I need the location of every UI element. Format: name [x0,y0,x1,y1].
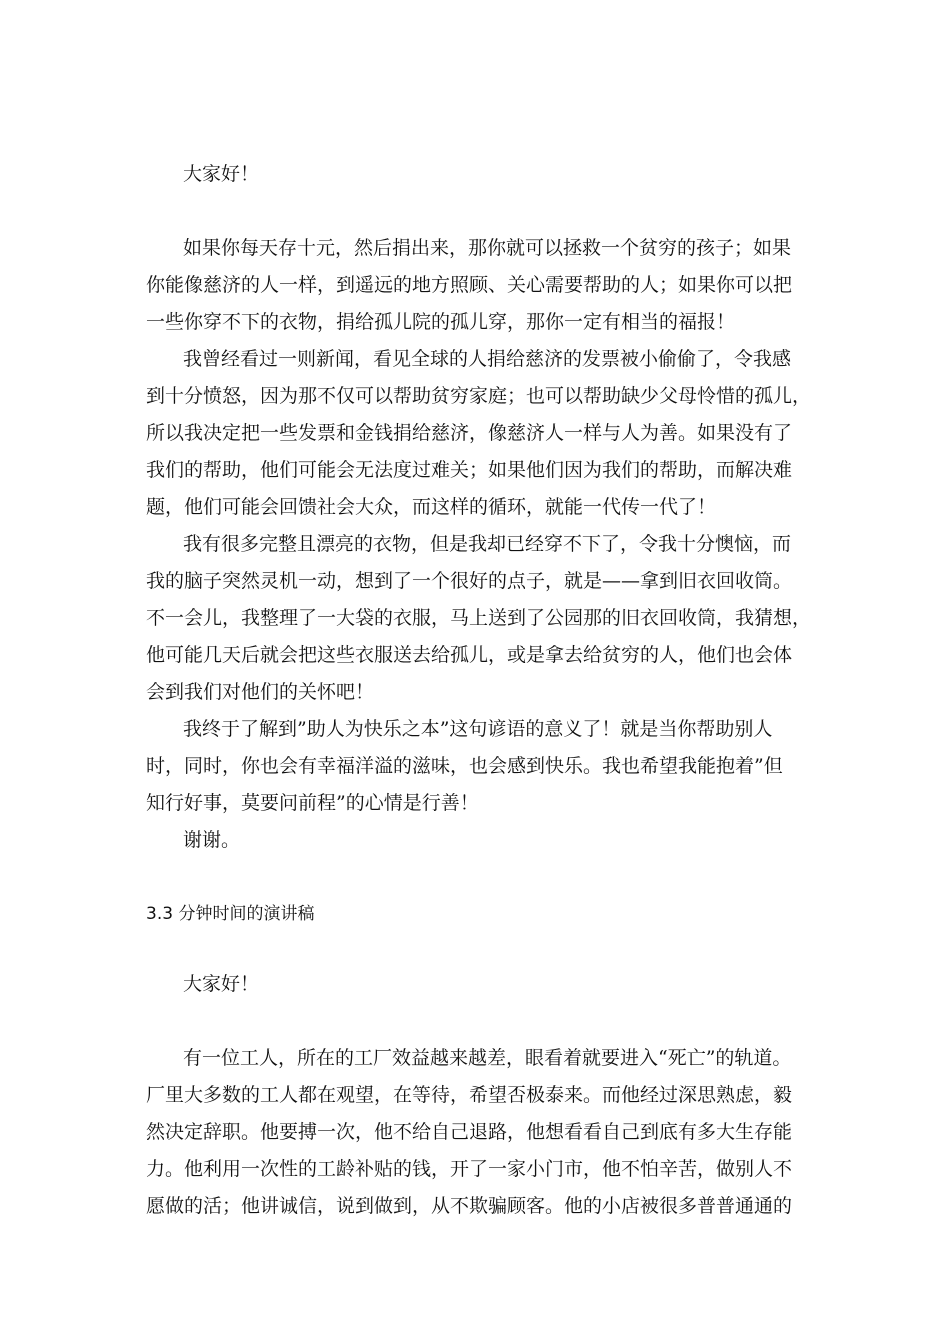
paragraph-line: 一些你穿不下的衣物，捐给孤儿院的孤儿穿，那你一定有相当的福报！ [146,311,736,333]
paragraph-line: 力。他利用一次性的工龄补贴的钱，开了一家小门市，他不怕辛苦，做别人不 [146,1158,793,1180]
paragraph-line: 厂里大多数的工人都在观望，在等待，希望否极泰来。而他经过深思熟虑，毅 [146,1084,793,1106]
paragraph-line: 你能像慈济的人一样，到遥远的地方照顾、关心需要帮助的人；如果你可以把 [146,274,793,296]
paragraph-line: 然决定辞职。他要搏一次，他不给自己退路，他想看看自己到底有多大生存能 [146,1121,793,1143]
paragraph-line: 如果你每天存十元，然后捐出来，那你就可以拯救一个贫穷的孩子；如果 [183,237,792,259]
paragraph-line: 他可能几天后就会把这些衣服送去给孤儿，或是拿去给贫穷的人，他们也会体 [146,644,793,666]
paragraph-line: 到十分愤怒，因为那不仅可以帮助贫穷家庭；也可以帮助缺少父母怜惜的孤儿， [146,385,812,407]
paragraph-line: 知行好事，莫要问前程”的心情是行善！ [146,792,479,814]
paragraph-line: 愿做的活；他讲诚信，说到做到，从不欺骗顾客。他的小店被很多普普通通的 [146,1195,793,1217]
paragraph-line: 会到我们对他们的关怀吧！ [146,681,375,703]
greeting: 大家好！ [183,973,260,995]
paragraph-line: 题，他们可能会回馈社会大众，而这样的循环，就能一代传一代了！ [146,496,717,518]
paragraph-line: 我们的帮助，他们可能会无法度过难关；如果他们因为我们的帮助，而解决难 [146,459,793,481]
section-heading: 3.3 分钟时间的演讲稿 [146,904,315,924]
closing-line: 谢谢。 [183,829,241,851]
greeting: 大家好！ [183,163,260,185]
paragraph-line: 我的脑子突然灵机一动，想到了一个很好的点子，就是——拿到旧衣回收筒。 [146,570,793,592]
paragraph-line: 不一会儿，我整理了一大袋的衣服，马上送到了公园那的旧衣回收筒，我猜想， [146,607,812,629]
paragraph-line: 我有很多完整且漂亮的衣物，但是我却已经穿不下了，令我十分懊恼，而 [183,533,792,555]
paragraph-line: 我终于了解到”助人为快乐之本”这句谚语的意义了！就是当你帮助别人 [183,718,773,740]
paragraph-line: 时，同时，你也会有幸福洋溢的滋味，也会感到快乐。我也希望我能抱着”但 [146,755,783,777]
paragraph-line: 有一位工人，所在的工厂效益越来越差，眼看着就要进入“死亡”的轨道。 [183,1047,792,1069]
paragraph-line: 所以我决定把一些发票和金钱捐给慈济，像慈济人一样与人为善。如果没有了 [146,422,793,444]
paragraph-line: 我曾经看过一则新闻，看见全球的人捐给慈济的发票被小偷偷了，令我感 [183,348,792,370]
